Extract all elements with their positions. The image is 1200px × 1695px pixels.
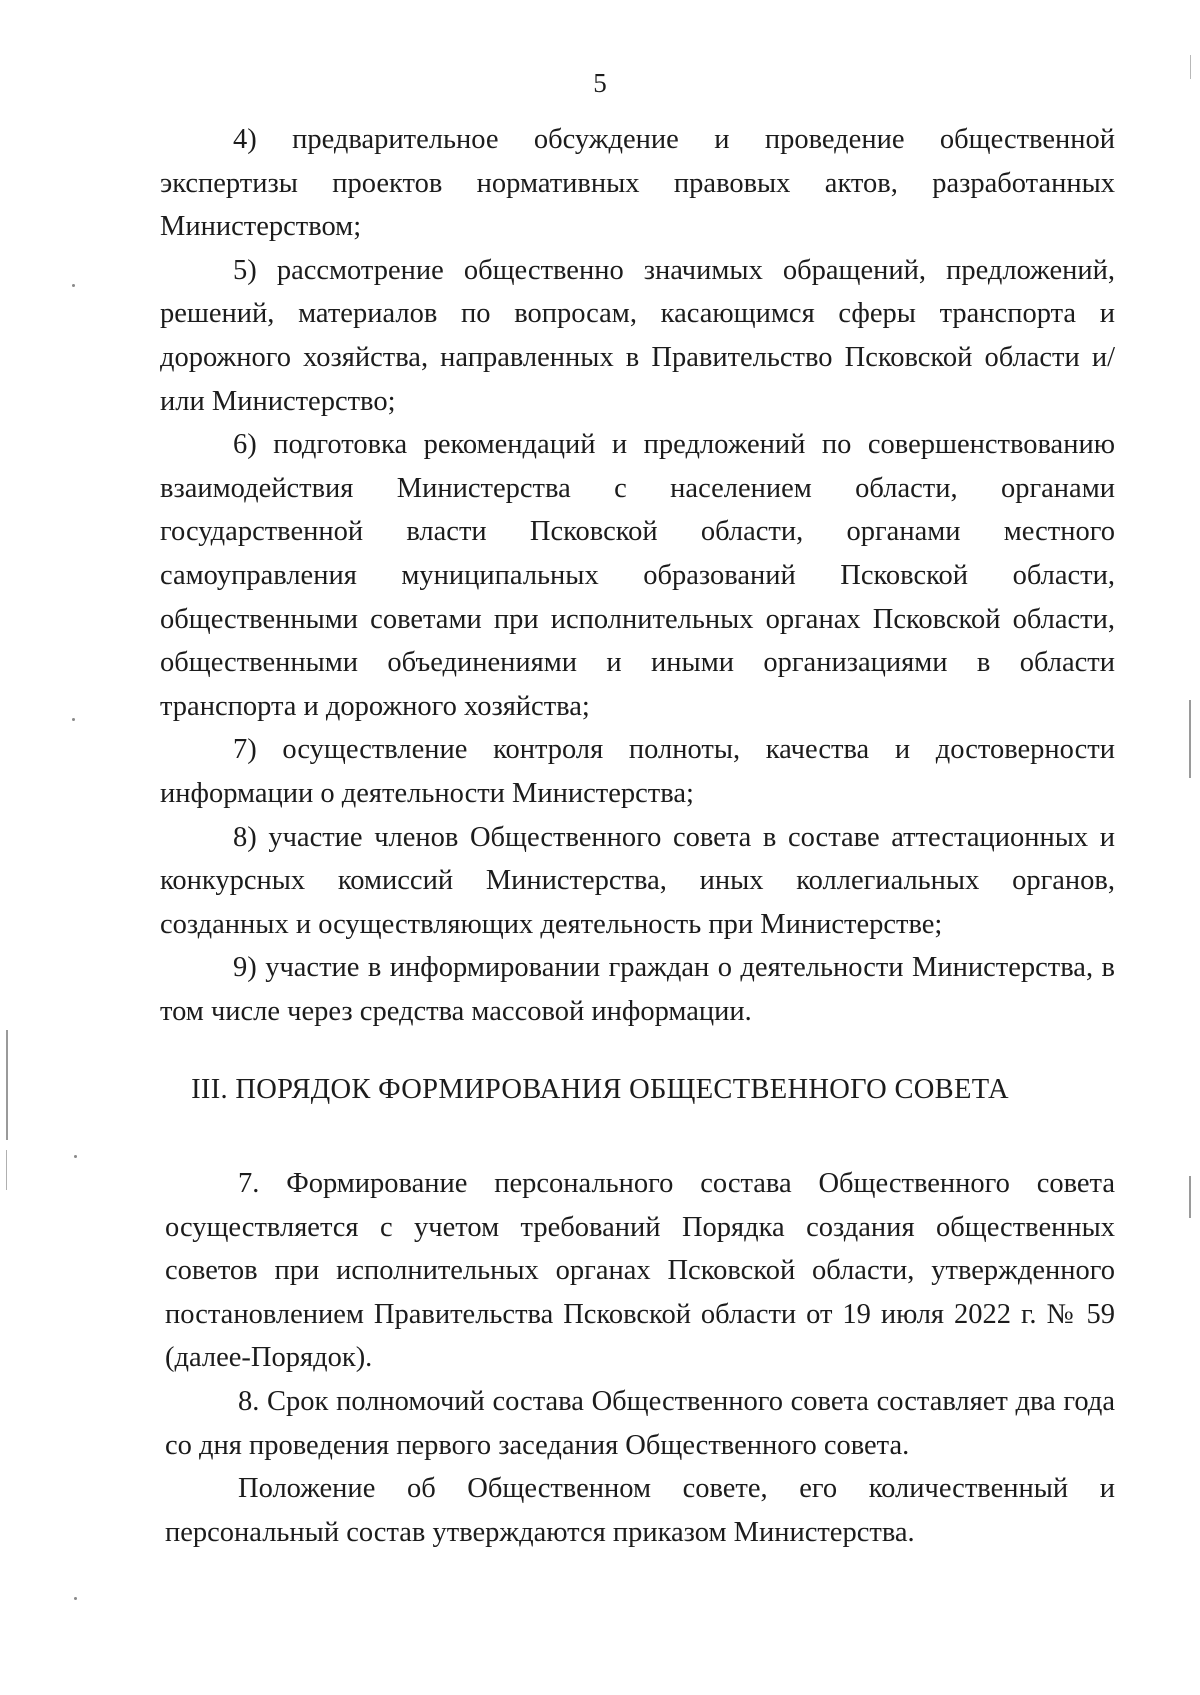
list-item-7: 7) осуществление контроля полноты, качества и достоверности информации о деятельности Министерства;: [160, 734, 1115, 809]
paragraph-7: 7. Формирование персонального состава Общественного совета осуществляется с учетом требований Порядка создания общественных советов при исполнительных органах Псковской области, утвержденного постановлением Правительства Псковской области от 19 июля 2022 г. № 59 (далее-Порядок).: [165, 1168, 1115, 1374]
scan-edge-line: [1190, 55, 1191, 79]
scan-edge-line: [6, 1150, 7, 1190]
paragraph-approval: Положение об Общественном совете, его количественный и персональный состав утверждаются приказом Министерства.: [165, 1473, 1115, 1548]
scan-speck: [72, 718, 75, 721]
scan-speck: [74, 1597, 77, 1600]
section-body: [165, 1162, 1115, 1554]
list-item-9: 9) участие в информировании граждан о деятельности Министерства, в том числе через средства массовой информации.: [160, 952, 1115, 1027]
list-item-8: 8) участие членов Общественного совета в составе аттестационных и конкурсных комиссий Министерства, иных коллегиальных органов, созданных и осуществляющих деятельность при Министерстве;: [160, 821, 1115, 940]
scan-edge-line: [6, 1030, 8, 1140]
scan-speck: [74, 1155, 77, 1158]
list-item-4: 4) предварительное обсуждение и проведение общественной экспертизы проектов нормативных правовых актов, разработанных Министерством;: [160, 124, 1115, 243]
section-heading: III. ПОРЯДОК ФОРМИРОВАНИЯ ОБЩЕСТВЕННОГО СОВЕТА: [191, 1074, 1009, 1105]
scan-speck: [72, 284, 75, 287]
functions-list: [160, 118, 1115, 1033]
page-number: 5: [593, 68, 607, 98]
scan-edge-line: [1189, 1176, 1191, 1218]
list-item-6: 6) подготовка рекомендаций и предложений по совершенствованию взаимодействия Министерства с населением области, органами государственной власти Псковской области, органами местного самоуправления муниципальных образований Псковской области, общественными советами при исполнительных органах Псковской области, общественными объединениями и иными организациями в области транспорта и дорожного хозяйства;: [160, 429, 1115, 722]
scan-edge-line: [1189, 700, 1191, 778]
paragraph-8: 8. Срок полномочий состава Общественного совета составляет два года со дня проведения первого заседания Общественного совета.: [165, 1385, 1115, 1461]
list-item-5: 5) рассмотрение общественно значимых обращений, предложений, решений, материалов по вопросам, касающимся сферы транспорта и дорожного хозяйства, направленных в Правительство Псковской области и/или Министерство;: [160, 254, 1115, 417]
